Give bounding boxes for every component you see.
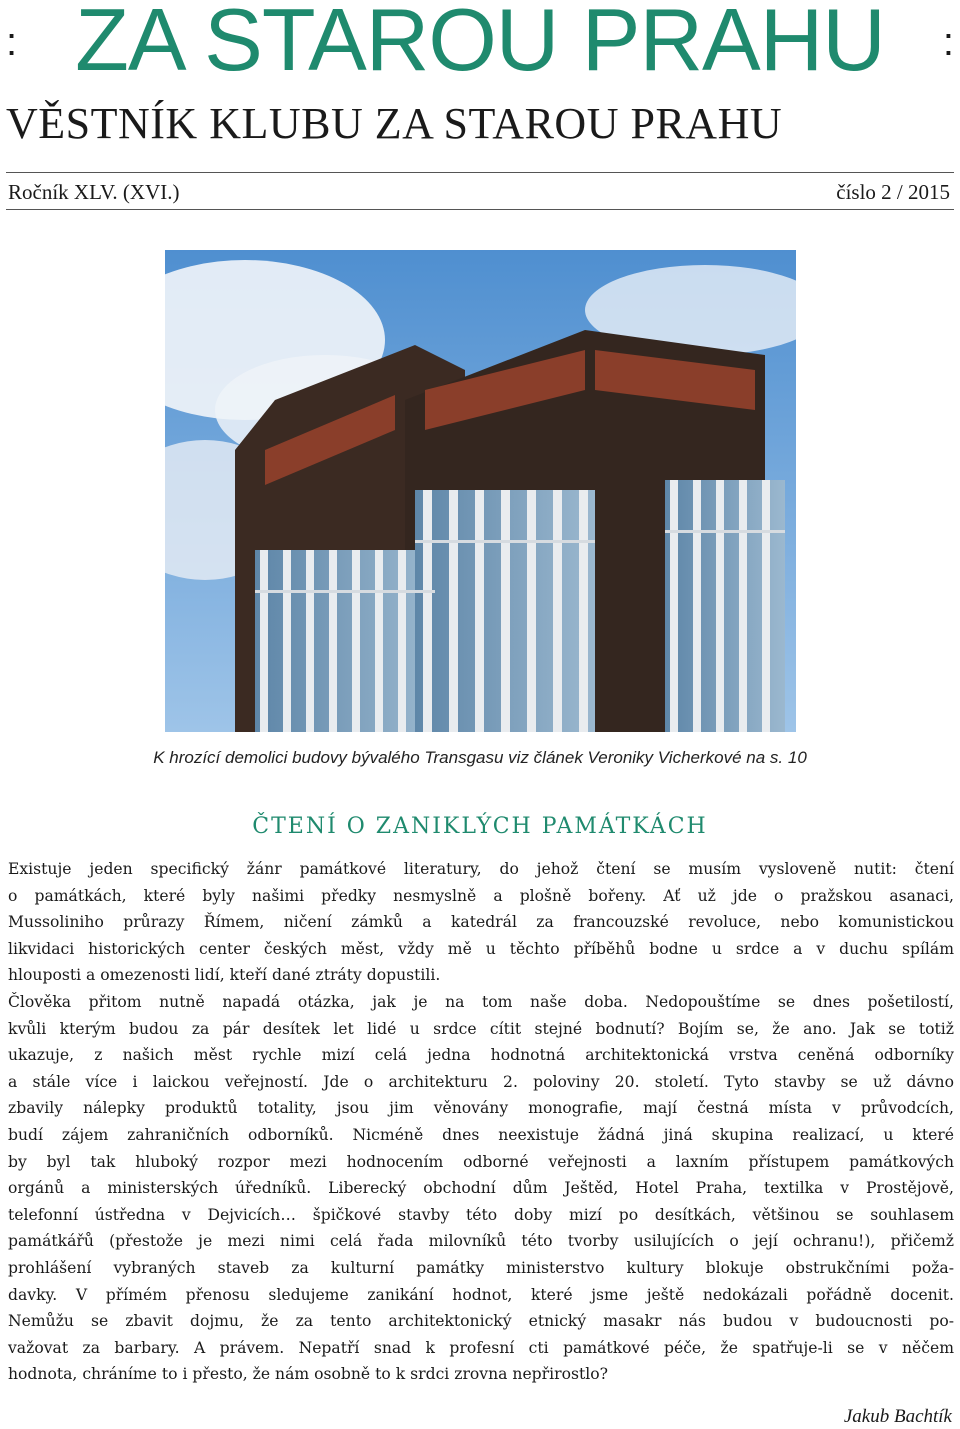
text-line: telefonní ústředna v Dejvicích… špičkové stavby této doby mizí po desítkách, většinou se souhlasem <box>8 1205 954 1224</box>
text-line: Mussoliniho průrazy Římem, ničení zámků a katedrál za francouzské revoluce, nebo komunistickou <box>8 913 954 932</box>
masthead-subtitle: VĚSTNÍK KLUBU ZA STAROU PRAHU <box>6 99 783 148</box>
text-line: ukazuje, z našich měst rychle mizí celá jedna hodnotná architektonická vrstva ceněná odborníky <box>8 1046 954 1065</box>
text-line: a stále více i laickou veřejností. Jde o architekturu 2. poloviny 20. století. Tyto stavby se už dávno <box>8 1072 954 1091</box>
text-line: by byl tak hluboký rozpor mezi hodnocením odborné veřejnosti a laxním přístupem památkových <box>8 1152 954 1171</box>
issue-label: číslo 2 / 2015 <box>836 180 950 204</box>
text-line: važovat za barbary. A právem. Nepatří snad k profesní cti památkové péče, že spatřuje-li se v něčem <box>8 1338 954 1357</box>
masthead <box>0 0 960 89</box>
text-line: hodnota, chráníme to i přesto, že nám osobně to k srdci zrovna nepřirostlo? <box>8 1365 608 1384</box>
text-line: Existuje jeden specifický žánr památkové literatury, do jehož čtení se musím vysloveně nutit: čtení <box>8 860 954 878</box>
masthead-title: ZA STAROU PRAHU <box>75 0 885 89</box>
text-line: o památkách, které byly našimi předky nesmyslně a plošně bořeny. Ať už jde o pražskou asanaci, <box>8 886 954 905</box>
text-line: prohlášení vybraných staveb za kulturní památky ministerstvo kultury blokuje obstrukčními poža- <box>8 1258 954 1277</box>
cover-photo <box>165 250 796 732</box>
text-line: Člověka přitom nutně napadá otázka, jak je na tom naše doba. Nedopouštíme se dnes pošetilostí, <box>8 992 954 1011</box>
volume-label: Ročník XLV. (XVI.) <box>8 180 180 204</box>
text-line: likvidaci historických center českých měst, vždy mě u těchto příběhů bodne u srdce a v duchu spílám <box>8 939 954 958</box>
transgas-building-photo <box>165 250 796 732</box>
text-line: památkářů (přestože je mezi nimi celá řada milovníků této tvorby usilujících o její ochranu!), přičemž <box>8 1232 954 1251</box>
text-line: hlouposti a omezenosti lidí, kteří dané ztráty dopustili. <box>8 966 441 985</box>
article-author: Jakub Bachtík <box>843 1406 952 1427</box>
header-rule-bottom <box>6 209 954 210</box>
text-line: budí zájem zahraničních odborníků. Nicméně dnes neexistuje žádná jiná skupina realizací, u které <box>8 1125 954 1144</box>
masthead-colon-left: : <box>6 20 18 64</box>
text-line: davky. V přímém přenosu sledujeme zanikání hodnot, které jsme ještě nedokázali pořádně docenit. <box>8 1285 954 1304</box>
text-line: Nemůžu se zbavit dojmu, že za tento architektonický etnický masakr nás budou v budoucnosti po- <box>8 1312 954 1331</box>
text-line: kvůli kterým budou za pár desítek let lidé u srdce cítit stejné bodnutí? Bojím se, že ano. Jak se totiž <box>8 1019 954 1038</box>
masthead-colon-right: : <box>942 20 954 64</box>
article-heading: ČTENÍ O ZANIKLÝCH PAMÁTKÁCH <box>252 814 708 839</box>
article-body <box>8 856 954 1388</box>
header-rule-top <box>6 172 954 173</box>
article-paragraph-2 <box>8 989 954 1388</box>
photo-caption: K hrozící demolici budovy bývalého Transgasu viz článek Veroniky Vicherkové na s. 10 <box>153 748 807 767</box>
article-paragraph-1 <box>8 856 954 989</box>
text-line: zbavily nálepky produktů totality, jsou jim věnovány monografie, mají čestná místa v průvodcích, <box>8 1099 954 1118</box>
text-line: orgánů a ministerských úředníků. Liberecký obchodní dům Ještěd, Hotel Praha, textilka v Prostějově, <box>8 1179 954 1198</box>
